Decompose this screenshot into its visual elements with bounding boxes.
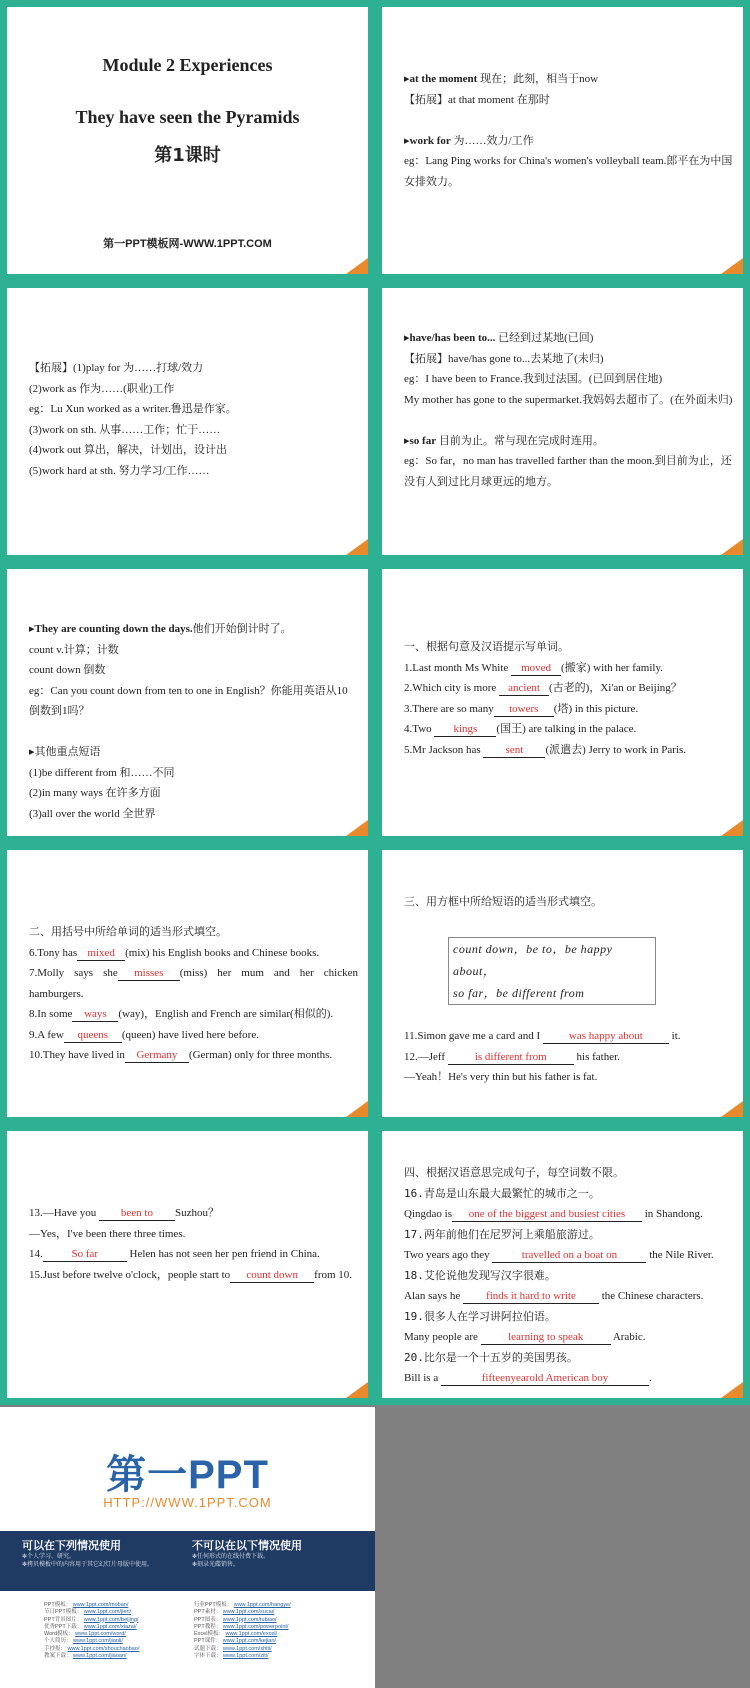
example: eg：Lang Ping works for China's women's volleyball team.郎平在为中国女排效力。 — [404, 155, 733, 188]
section-heading: ▸其他重点短语 — [29, 746, 101, 758]
slide-exercise-3 — [375, 843, 750, 1124]
chinese-prompt: 16.青岛是山东最大最繁忙的城市之一。 — [404, 1186, 600, 1200]
phrase: ▸have/has been to... — [404, 332, 496, 344]
question-text: Many people are — [404, 1331, 481, 1343]
question-text: it. — [668, 1030, 681, 1042]
phrase-box — [448, 937, 656, 1005]
slide-counting-down — [0, 562, 375, 843]
corner-decoration — [721, 1382, 743, 1398]
example: eg：Lu Xun worked as a writer.鲁迅是作家。 — [29, 403, 237, 415]
phrase: ▸They are counting down the days. — [29, 623, 193, 635]
question-text: Two years ago they — [404, 1249, 493, 1261]
answer-blank: is different from — [448, 1050, 574, 1065]
exercise-heading: 三、用方框中所给短语的适当形式填空。 — [404, 895, 602, 908]
module-title: Module 2 Experiences — [102, 55, 273, 75]
brand-logo: 第一PPT — [106, 1453, 269, 1497]
phrase: ▸at the moment — [404, 73, 478, 85]
slide-exercise-1 — [375, 562, 750, 843]
note-line: (2)in many ways 在许多方面 — [29, 787, 161, 799]
question-text: 2.Which city is more — [404, 682, 500, 694]
answer-blank: ways — [72, 1007, 118, 1022]
extension-line: (5)work hard at sth. 努力学习/工作…… — [29, 464, 210, 477]
extension-line: (4)work out 算出，解决，计划出，设计出 — [29, 444, 227, 456]
slide-exercise-4 — [375, 1124, 750, 1405]
note-line: count v.计算；计数 — [29, 643, 119, 656]
corner-decoration — [346, 539, 368, 555]
answer-blank: been to — [99, 1206, 175, 1221]
slide-at-the-moment — [375, 0, 750, 281]
link-row[interactable]: Excel模板： www.1ppt.com/excel/ — [194, 1631, 278, 1638]
link-row[interactable]: 教案下载： www.1ppt.com/jiaoan/ — [44, 1653, 127, 1660]
extension-line: (3)work on sth. 从事……工作；忙于…… — [29, 423, 221, 436]
phrase-meaning: 他们开始倒计时了。 — [192, 623, 292, 635]
chinese-prompt: 17.两年前他们在尼罗河上乘船旅游过。 — [404, 1227, 600, 1241]
answer-blank: queens — [64, 1028, 122, 1043]
corner-decoration — [346, 258, 368, 274]
question-text: 14. — [29, 1248, 43, 1260]
question-text: (way)，English and French are similar(相似的). — [118, 1008, 334, 1020]
example: eg：Can you count down from ten to one in English？你能用英语从10倒数到1吗？ — [29, 684, 348, 717]
question-text: Arabic. — [610, 1331, 646, 1343]
question-text: in Shandong. — [641, 1208, 703, 1220]
answer-blank: count down — [230, 1268, 314, 1283]
site-credit: 第一PPT模板网-WWW.1PPT.COM — [103, 238, 272, 250]
question-text: (搬家) with her family. — [561, 661, 663, 674]
allowed-item: ✻拷贝模板中的内容用于其它幻灯片母版中使用。 — [22, 1562, 154, 1568]
exercise-heading: 四、根据汉语意思完成句子，每空词数不限。 — [404, 1166, 624, 1179]
example: eg：So far，no man has travelled farther than the moon.到目前为止，还没有人到过比月球更远的地方。 — [404, 455, 732, 488]
question-text: 11.Simon gave me a card and I — [404, 1030, 543, 1042]
corner-decoration — [346, 820, 368, 836]
question-text: 6.Tony has — [29, 946, 78, 959]
phrase-box-line: count down，be to，be happy about， — [453, 942, 613, 978]
answer-blank: kings — [434, 722, 496, 737]
question-text: —Yes，I've been there three times. — [29, 1227, 186, 1240]
question-text: . — [648, 1372, 652, 1384]
question-text: (miss) her mum and her chicken hamburgers. — [29, 967, 359, 1000]
lesson-title: They have seen the Pyramids — [75, 107, 300, 127]
answer-blank: travelled on a boat on — [492, 1248, 646, 1263]
extension: 【拓展】at that moment 在那时 — [404, 93, 550, 106]
question-text: 13.—Have you — [29, 1207, 99, 1219]
answer-blank: Germany — [125, 1048, 189, 1063]
question-text: (塔) in this picture. — [553, 702, 639, 715]
extension-line: 【拓展】(1)play for 为……打球/效力 — [29, 362, 204, 374]
chinese-prompt: 20.比尔是一个十五岁的美国男孩。 — [404, 1350, 578, 1364]
question-text: (queen) have lived here before. — [121, 1028, 259, 1041]
question-text: the Chinese characters. — [598, 1290, 704, 1302]
link-row[interactable]: PPT素材： www.1ppt.com/sucai/ — [194, 1609, 275, 1616]
corner-decoration — [721, 258, 743, 274]
link-row[interactable]: 字体下载： www.1ppt.com/ziti/ — [194, 1653, 269, 1660]
answer-blank: So far — [43, 1247, 127, 1262]
corner-decoration — [721, 539, 743, 555]
question-text: 1.Last month Ms White — [404, 661, 512, 674]
corner-decoration — [346, 1101, 368, 1117]
link-row[interactable]: 试题下载： www.1ppt.com/shiti/ — [194, 1645, 272, 1652]
note-line: count down 倒数 — [29, 664, 106, 676]
link-row[interactable]: 优秀PPT下载： www.1ppt.com/xiazai/ — [44, 1623, 137, 1630]
extension: 【拓展】have/has gone to...去某地了(未归) — [404, 352, 604, 365]
question-text: Alan says he — [404, 1290, 463, 1302]
allowed-heading: 可以在下列情况使用 — [22, 1540, 121, 1552]
exercise-heading: 一、根据句意及汉语提示写单词。 — [404, 640, 569, 653]
answer-blank: misses — [118, 966, 180, 981]
question-text: Qingdao is — [404, 1208, 452, 1220]
link-row[interactable]: PPT背景图片： www.1ppt.com/beijing/ — [44, 1616, 139, 1623]
phrase-meaning: 已经到过某地(已回) — [495, 332, 594, 344]
link-row[interactable]: PPT教程： www.1ppt.com/powerpoint/ — [194, 1623, 289, 1630]
extension-line: (2)work as 作为……(职业)工作 — [29, 382, 175, 395]
question-text: 3.There are so many — [404, 702, 494, 715]
link-row[interactable]: 手抄报： www.1ppt.com/shouchaobao/ — [44, 1645, 140, 1652]
chinese-prompt: 19.很多人在学习讲阿拉伯语。 — [404, 1309, 556, 1323]
question-text: the Nile River. — [646, 1249, 714, 1261]
link-list-left — [44, 1602, 139, 1660]
question-text: from 10. — [314, 1268, 353, 1281]
corner-decoration — [346, 1382, 368, 1398]
slide-work-extension — [0, 281, 375, 562]
question-text: —Yeah！He's very thin but his father is fat. — [404, 1071, 598, 1083]
forbidden-item: ✻任何形式的在线付费下载。 — [192, 1554, 270, 1560]
question-text: (古老的)，Xi'an or Beijing？ — [549, 682, 682, 694]
question-text: Helen has not seen her pen friend in China. — [126, 1248, 320, 1260]
note-line: (3)all over the world 全世界 — [29, 807, 156, 820]
answer-blank: fifteenyearold American boy — [441, 1371, 649, 1386]
exercise-heading: 二、用括号中所给单词的适当形式填空。 — [29, 925, 227, 938]
link-row[interactable]: Word模板： www.1ppt.com/word/ — [44, 1631, 126, 1638]
brand-url: HTTP://WWW.1PPT.COM — [103, 1495, 272, 1510]
answer-blank: mixed — [77, 946, 125, 961]
note-line: (1)be different from 和……不同 — [29, 766, 175, 779]
slide-license — [0, 1407, 375, 1688]
question-text: (mix) his English books and Chinese books. — [125, 946, 320, 959]
question-text: Suzhou？ — [174, 1207, 219, 1219]
corner-decoration — [721, 820, 743, 836]
question-text: (国王) are talking in the palace. — [496, 723, 637, 735]
question-text: 15.Just before twelve o'clock，people start to — [29, 1268, 231, 1281]
answer-blank: ancient — [499, 681, 549, 696]
slide-exercise-3-cont — [0, 1124, 375, 1405]
question-text: 7.Molly says she — [29, 967, 118, 979]
answer-blank: learning to speak — [481, 1330, 611, 1345]
link-row[interactable]: 节日PPT模板： www.1ppt.com/jieri/ — [44, 1609, 132, 1616]
slide-exercise-2 — [0, 843, 375, 1124]
answer-blank: sent — [483, 743, 545, 758]
link-row[interactable]: PPT课件： www.1ppt.com/kejian/ — [194, 1638, 276, 1645]
answer-blank: finds it hard to write — [463, 1289, 599, 1304]
link-row[interactable]: 个人简历： www.1ppt.com/jianli/ — [44, 1638, 123, 1645]
link-row[interactable]: PPT模板： www.1ppt.com/moban/ — [44, 1602, 129, 1608]
question-text: 9.A few — [29, 1028, 64, 1041]
link-list-right — [194, 1602, 291, 1660]
question-text: 5.Mr Jackson has — [404, 743, 484, 756]
phrase-meaning: 目前为止。常与现在完成时连用。 — [436, 434, 604, 447]
phrase-meaning: 为……效力/工作 — [450, 134, 534, 147]
phrase: ▸so far — [404, 434, 437, 447]
example: My mother has gone to the supermarket.我妈妈去超市了。(在外面未归) — [404, 393, 733, 406]
question-text: (German) only for three months. — [188, 1049, 333, 1061]
allowed-item: ✻个人学习、研究。 — [22, 1554, 76, 1560]
license-band — [0, 1531, 375, 1591]
phrase-meaning: 现在；此刻，相当于now — [477, 73, 599, 85]
forbidden-item: ✻刻录光碟销售。 — [192, 1562, 240, 1568]
corner-decoration — [721, 1101, 743, 1117]
question-text: 12.—Jeff — [404, 1050, 448, 1063]
link-row[interactable]: PPT图表： www.1ppt.com/tubiao/ — [194, 1616, 277, 1623]
phrase-box-line: so far，be different from — [453, 986, 585, 1000]
question-text: 10.They have lived in — [29, 1049, 125, 1061]
question-text: his father. — [573, 1050, 620, 1063]
question-text: (派遣去) Jerry to work in Paris. — [545, 743, 686, 756]
answer-blank: towers — [494, 702, 554, 717]
answer-blank: moved — [511, 661, 561, 676]
example: eg：I have been to France.我到过法国。(已回到居住地) — [404, 373, 663, 385]
question-text: 8.In some — [29, 1008, 73, 1020]
answer-blank: was happy about — [543, 1029, 669, 1044]
forbidden-heading: 不可以在以下情况使用 — [192, 1540, 302, 1552]
slide-have-been-to — [375, 281, 750, 562]
phrase: ▸work for — [404, 134, 451, 147]
chinese-prompt: 18.艾伦说他发现写汉字很难。 — [404, 1268, 556, 1282]
answer-blank: one of the biggest and busiest cities — [452, 1207, 642, 1222]
slide-title — [0, 0, 375, 281]
link-row[interactable]: 行业PPT模板： www.1ppt.com/hangye/ — [194, 1602, 291, 1608]
lesson-number: 第1课时 — [154, 145, 221, 166]
question-text: Bill is a — [404, 1372, 441, 1384]
question-text: 4.Two — [404, 723, 435, 735]
